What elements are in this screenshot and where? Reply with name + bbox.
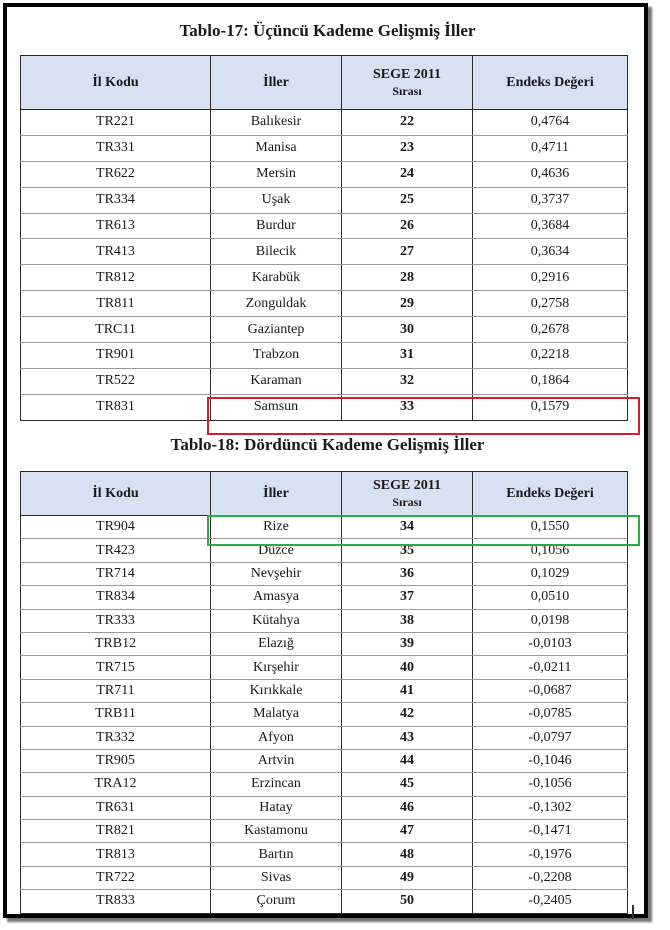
cell-code: TRB11 <box>21 703 211 726</box>
text-cursor-mark <box>632 905 634 919</box>
cell-code: TR631 <box>21 796 211 819</box>
cell-index: -0,0687 <box>473 679 628 702</box>
table-17 <box>20 55 628 421</box>
cell-city: Karabük <box>211 265 342 291</box>
table-row <box>21 368 628 394</box>
cell-index: 0,0510 <box>473 586 628 609</box>
cell-city: Kütahya <box>211 609 342 632</box>
cell-code: TR331 <box>21 135 211 161</box>
cell-index: -0,0785 <box>473 703 628 726</box>
cell-city: Burdur <box>211 213 342 239</box>
table-row <box>21 317 628 343</box>
cell-rank: 50 <box>342 890 473 913</box>
document-frame <box>3 3 648 918</box>
cell-city: Bilecik <box>211 239 342 265</box>
cell-code: TR901 <box>21 343 211 369</box>
cell-index: 0,2678 <box>473 317 628 343</box>
header-code: İl Kodu <box>21 472 211 516</box>
cell-rank: 34 <box>342 516 473 539</box>
cell-code: TRA12 <box>21 773 211 796</box>
cell-index: 0,2916 <box>473 265 628 291</box>
cell-code: TR812 <box>21 265 211 291</box>
cell-city: Rize <box>211 516 342 539</box>
cell-rank: 36 <box>342 562 473 585</box>
table-18-caption: Tablo-18: Dördüncü Kademe Gelişmiş İller <box>170 435 485 454</box>
cell-index: 0,4711 <box>473 135 628 161</box>
cell-code: TR413 <box>21 239 211 265</box>
cell-code: TR522 <box>21 368 211 394</box>
table-18 <box>20 471 628 914</box>
cell-code: TR831 <box>21 394 211 420</box>
table-row <box>21 110 628 136</box>
cell-rank: 29 <box>342 291 473 317</box>
cell-rank: 46 <box>342 796 473 819</box>
cell-index: 0,1056 <box>473 539 628 562</box>
cell-city: Düzce <box>211 539 342 562</box>
header-city: İller <box>211 56 342 110</box>
table-18-body <box>21 516 628 914</box>
table-row <box>21 135 628 161</box>
cell-city: Artvin <box>211 749 342 772</box>
header-rank <box>342 56 473 110</box>
cell-code: TR834 <box>21 586 211 609</box>
cell-code: TRC11 <box>21 317 211 343</box>
cell-city: Elazığ <box>211 632 342 655</box>
cell-code: TR221 <box>21 110 211 136</box>
header-city: İller <box>211 472 342 516</box>
cell-rank: 22 <box>342 110 473 136</box>
cell-code: TR821 <box>21 820 211 843</box>
cell-code: TR905 <box>21 749 211 772</box>
cell-code: TR711 <box>21 679 211 702</box>
cell-index: 0,4764 <box>473 110 628 136</box>
cell-index: 0,1550 <box>473 516 628 539</box>
cell-rank: 30 <box>342 317 473 343</box>
cell-city: Kastamonu <box>211 820 342 843</box>
table-row <box>21 213 628 239</box>
cell-rank: 37 <box>342 586 473 609</box>
cell-rank: 27 <box>342 239 473 265</box>
table-row <box>21 656 628 679</box>
cell-code: TR715 <box>21 656 211 679</box>
table-row <box>21 239 628 265</box>
cell-city: Zonguldak <box>211 291 342 317</box>
cell-city: Kırşehir <box>211 656 342 679</box>
cell-city: Çorum <box>211 890 342 913</box>
table-17-caption: Tablo-17: Üçüncü Kademe Gelişmiş İller <box>179 21 476 40</box>
table-row <box>21 562 628 585</box>
cell-rank: 23 <box>342 135 473 161</box>
cell-code: TR811 <box>21 291 211 317</box>
header-rank <box>342 472 473 516</box>
table-row <box>21 749 628 772</box>
table-row <box>21 539 628 562</box>
table-row <box>21 161 628 187</box>
cell-index: -0,1302 <box>473 796 628 819</box>
table-row <box>21 679 628 702</box>
cell-city: Sivas <box>211 866 342 889</box>
cell-rank: 32 <box>342 368 473 394</box>
table-row <box>21 632 628 655</box>
cell-rank: 40 <box>342 656 473 679</box>
cell-index: 0,3737 <box>473 187 628 213</box>
table-row <box>21 291 628 317</box>
cell-index: -0,2405 <box>473 890 628 913</box>
cell-code: TR334 <box>21 187 211 213</box>
table-row <box>21 843 628 866</box>
cell-code: TR423 <box>21 539 211 562</box>
table-18-header-row <box>21 472 628 516</box>
cell-rank: 31 <box>342 343 473 369</box>
header-rank-main: SEGE 2011 <box>372 66 442 82</box>
cell-rank: 43 <box>342 726 473 749</box>
cell-index: -0,1976 <box>473 843 628 866</box>
table-row <box>21 820 628 843</box>
cell-rank: 44 <box>342 749 473 772</box>
cell-city: Bartın <box>211 843 342 866</box>
cell-index: 0,2758 <box>473 291 628 317</box>
table-row <box>21 609 628 632</box>
cell-index: 0,4636 <box>473 161 628 187</box>
cell-rank: 48 <box>342 843 473 866</box>
cell-rank: 42 <box>342 703 473 726</box>
cell-index: -0,0797 <box>473 726 628 749</box>
cell-index: -0,1471 <box>473 820 628 843</box>
table-row <box>21 516 628 539</box>
cell-rank: 41 <box>342 679 473 702</box>
cell-code: TR714 <box>21 562 211 585</box>
cell-rank: 33 <box>342 394 473 420</box>
cell-city: Nevşehir <box>211 562 342 585</box>
cell-city: Trabzon <box>211 343 342 369</box>
cell-code: TR722 <box>21 866 211 889</box>
cell-city: Karaman <box>211 368 342 394</box>
cell-rank: 38 <box>342 609 473 632</box>
cell-rank: 49 <box>342 866 473 889</box>
cell-rank: 25 <box>342 187 473 213</box>
header-index: Endeks Değeri <box>473 56 628 110</box>
table-row <box>21 394 628 420</box>
cell-city: Balıkesir <box>211 110 342 136</box>
cell-city: Samsun <box>211 394 342 420</box>
cell-index: 0,1029 <box>473 562 628 585</box>
table-row <box>21 187 628 213</box>
header-rank-sub: Sırası <box>392 494 422 509</box>
header-index: Endeks Değeri <box>473 472 628 516</box>
cell-index: 0,3634 <box>473 239 628 265</box>
cell-rank: 35 <box>342 539 473 562</box>
table-row <box>21 866 628 889</box>
cell-code: TR333 <box>21 609 211 632</box>
header-rank-sub: Sırası <box>392 83 422 98</box>
cell-rank: 26 <box>342 213 473 239</box>
cell-rank: 28 <box>342 265 473 291</box>
cell-rank: 45 <box>342 773 473 796</box>
cell-code: TR904 <box>21 516 211 539</box>
cell-city: Erzincan <box>211 773 342 796</box>
cell-city: Malatya <box>211 703 342 726</box>
cell-index: 0,1864 <box>473 368 628 394</box>
header-code: İl Kodu <box>21 56 211 110</box>
cell-code: TR833 <box>21 890 211 913</box>
cell-index: -0,1046 <box>473 749 628 772</box>
cell-code: TR813 <box>21 843 211 866</box>
cell-city: Afyon <box>211 726 342 749</box>
table-row <box>21 586 628 609</box>
cell-city: Kırıkkale <box>211 679 342 702</box>
cell-index: -0,0103 <box>473 632 628 655</box>
cell-city: Gaziantep <box>211 317 342 343</box>
table-row <box>21 265 628 291</box>
cell-code: TR613 <box>21 213 211 239</box>
cell-city: Hatay <box>211 796 342 819</box>
cell-index: 0,0198 <box>473 609 628 632</box>
table-row <box>21 890 628 913</box>
cell-index: -0,0211 <box>473 656 628 679</box>
header-rank-main: SEGE 2011 <box>372 477 442 493</box>
cell-rank: 39 <box>342 632 473 655</box>
cell-index: -0,1056 <box>473 773 628 796</box>
cell-index: 0,3684 <box>473 213 628 239</box>
cell-rank: 24 <box>342 161 473 187</box>
cell-city: Amasya <box>211 586 342 609</box>
table-17-body <box>21 110 628 421</box>
table-row <box>21 343 628 369</box>
table-row <box>21 726 628 749</box>
cell-index: 0,1579 <box>473 394 628 420</box>
table-row <box>21 796 628 819</box>
table-row <box>21 773 628 796</box>
cell-index: 0,2218 <box>473 343 628 369</box>
cell-rank: 47 <box>342 820 473 843</box>
cell-city: Mersin <box>211 161 342 187</box>
table-row <box>21 703 628 726</box>
cell-code: TR622 <box>21 161 211 187</box>
cell-code: TR332 <box>21 726 211 749</box>
cell-code: TRB12 <box>21 632 211 655</box>
cell-city: Uşak <box>211 187 342 213</box>
cell-city: Manisa <box>211 135 342 161</box>
table-17-header-row <box>21 56 628 110</box>
cell-index: -0,2208 <box>473 866 628 889</box>
